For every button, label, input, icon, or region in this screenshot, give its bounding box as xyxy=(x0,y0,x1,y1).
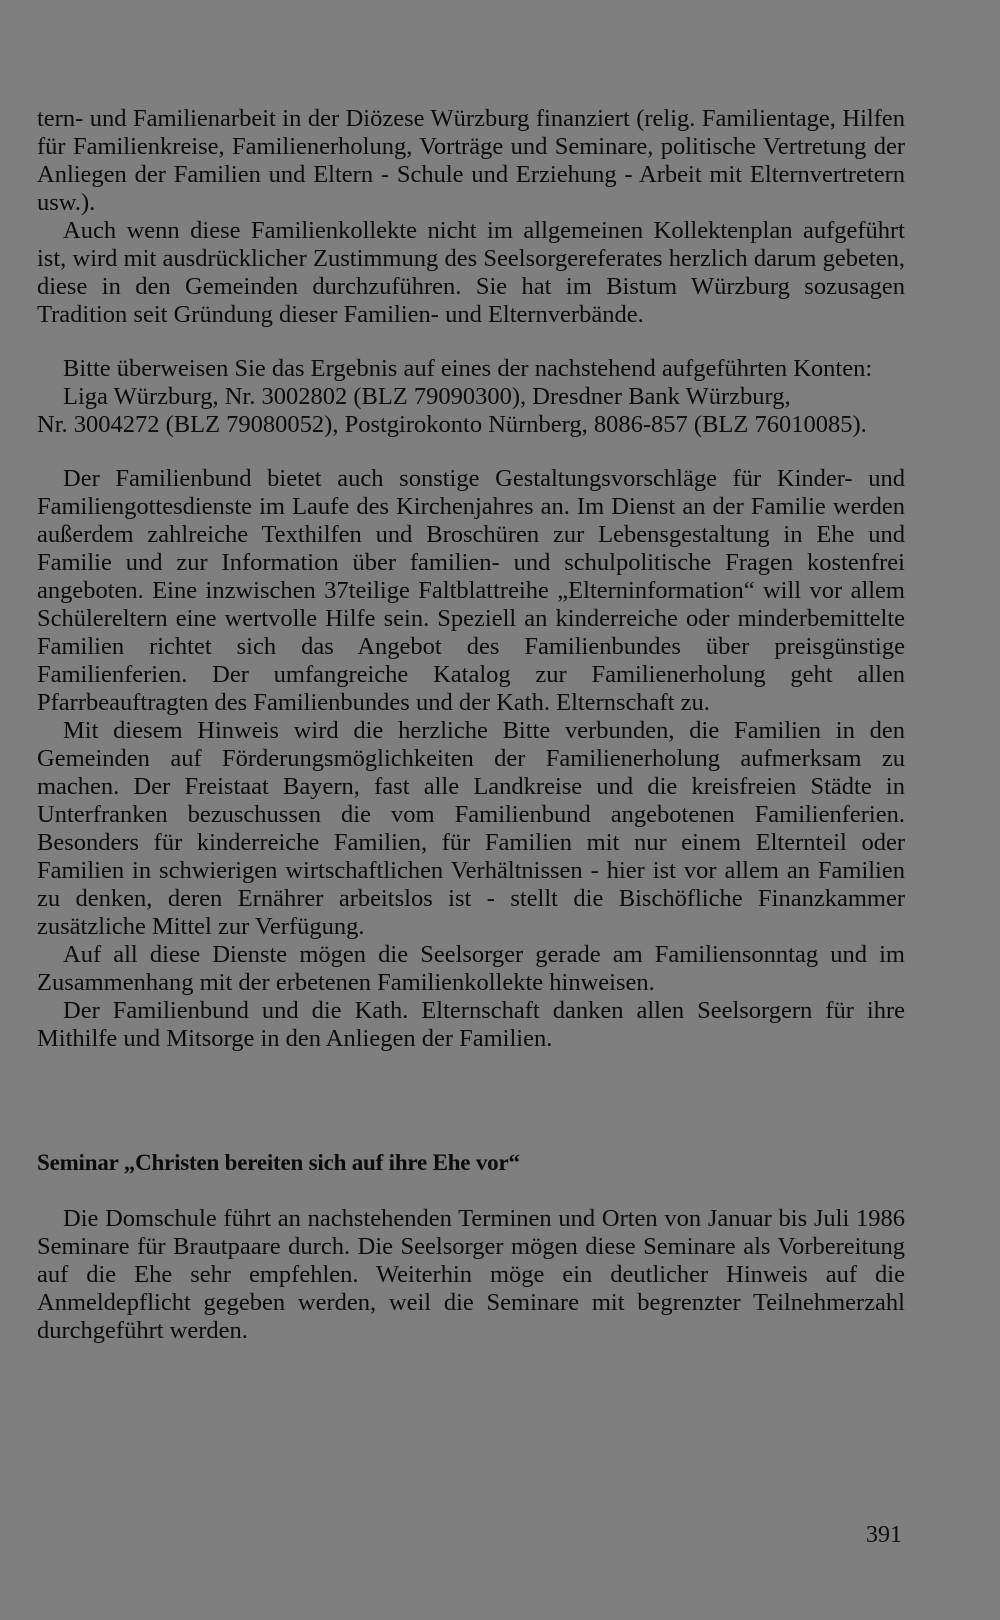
bank-line-1: Liga Würzburg, Nr. 3002802 (BLZ 79090300), Dresdner Bank Würzburg, xyxy=(63,383,791,410)
paragraph-dienste: Auf all diese Dienste mögen die Seelsorger gerade am Familiensonntag und im Zusammenhang mit der erbetenen Familienkollekte hinweisen. xyxy=(37,941,905,996)
section-heading: Seminar „Christen bereiten sich auf ihre Ehe vor“ xyxy=(37,1150,520,1175)
paragraph-hinweis: Mit diesem Hinweis wird die herzliche Bitte verbunden, die Familien in den Gemeinden auf Förderungsmöglichkeiten der Familienerholung aufmerksam zu machen. Der Freistaat Bayern, fast alle Landkreise und die kreisfreien Städte in Unterfranken bezuschussen die vom Familienbund angebotenen Familienferien. Besonders für kinderreiche Familien, für Familien mit nur einem Elternteil oder Familien in schwierigen wirtschaftlichen Verhältnissen - hier ist vor allem an Familien zu denken, deren Ernährer arbeitslos ist - stellt die Bischöfliche Finanzkammer zusätzliche Mittel zur Verfügung. xyxy=(37,717,905,940)
document-page xyxy=(37,105,905,1345)
paragraph-familienkollekte: Auch wenn diese Familienkollekte nicht im allgemeinen Kollektenplan aufgeführt ist, wird mit ausdrücklicher Zustimmung des Seelsorgereferates herzlich darum gebeten, diese in den Gemeinden durchzuführen. Sie hat im Bistum Würzburg sozusagen Tradition seit Gründung dieser Familien- und Elternverbände. xyxy=(37,217,905,328)
bank-line-2: Nr. 3004272 (BLZ 79080052), Postgirokonto Nürnberg, 8086-857 (BLZ 76010085). xyxy=(37,411,867,438)
paragraph-ueberweisung: Bitte überweisen Sie das Ergebnis auf eines der nachstehend aufgeführten Konten: xyxy=(63,355,873,382)
bank-accounts xyxy=(37,383,905,439)
paragraph-domschule: Die Domschule führt an nachstehenden Terminen und Orten von Januar bis Juli 1986 Seminare für Brautpaare durch. Die Seelsorger mögen diese Seminare als Vorbereitung auf die Ehe sehr empfehlen. Weiterhin möge ein deutlicher Hinweis auf die Anmeldepflicht gegeben werden, weil die Seminare mit begrenzter Teilnehmerzahl durchgeführt werden. xyxy=(37,1205,905,1344)
page-number: 391 xyxy=(866,1522,902,1548)
paragraph-gestaltungsvorschlaege: Der Familienbund bietet auch sonstige Gestaltungsvorschläge für Kinder- und Familiengottesdienste im Laufe des Kirchenjahres an. Im Dienst an der Familie werden außerdem zahlreiche Texthilfen und Broschüren zur Lebensgestaltung in Ehe und Familie und zur Information über familien- und schulpolitische Fragen kostenfrei angeboten. Eine inzwischen 37teilige Faltblattreihe „Elterninformation“ will vor allem Schülereltern eine wertvolle Hilfe sein. Speziell an kinderreiche oder minderbemittelte Familien richtet sich das Angebot des Familienbundes über preisgünstige Familienferien. Der umfangreiche Katalog zur Familienerholung geht allen Pfarrbeauftragten des Familienbundes und der Kath. Elternschaft zu. xyxy=(37,465,905,716)
paragraph-familienarbeit: tern- und Familienarbeit in der Diözese Würzburg finanziert (relig. Familientage, Hilfen für Familienkreise, Familienerholung, Vorträge und Seminare, politische Vertretung der Anliegen der Familien und Eltern - Schule und Erziehung - Arbeit mit Elternvertretern usw.). xyxy=(37,105,905,216)
paragraph-dank: Der Familienbund und die Kath. Elternschaft danken allen Seelsorgern für ihre Mithilfe und Mitsorge in den Anliegen der Familien. xyxy=(37,997,905,1052)
